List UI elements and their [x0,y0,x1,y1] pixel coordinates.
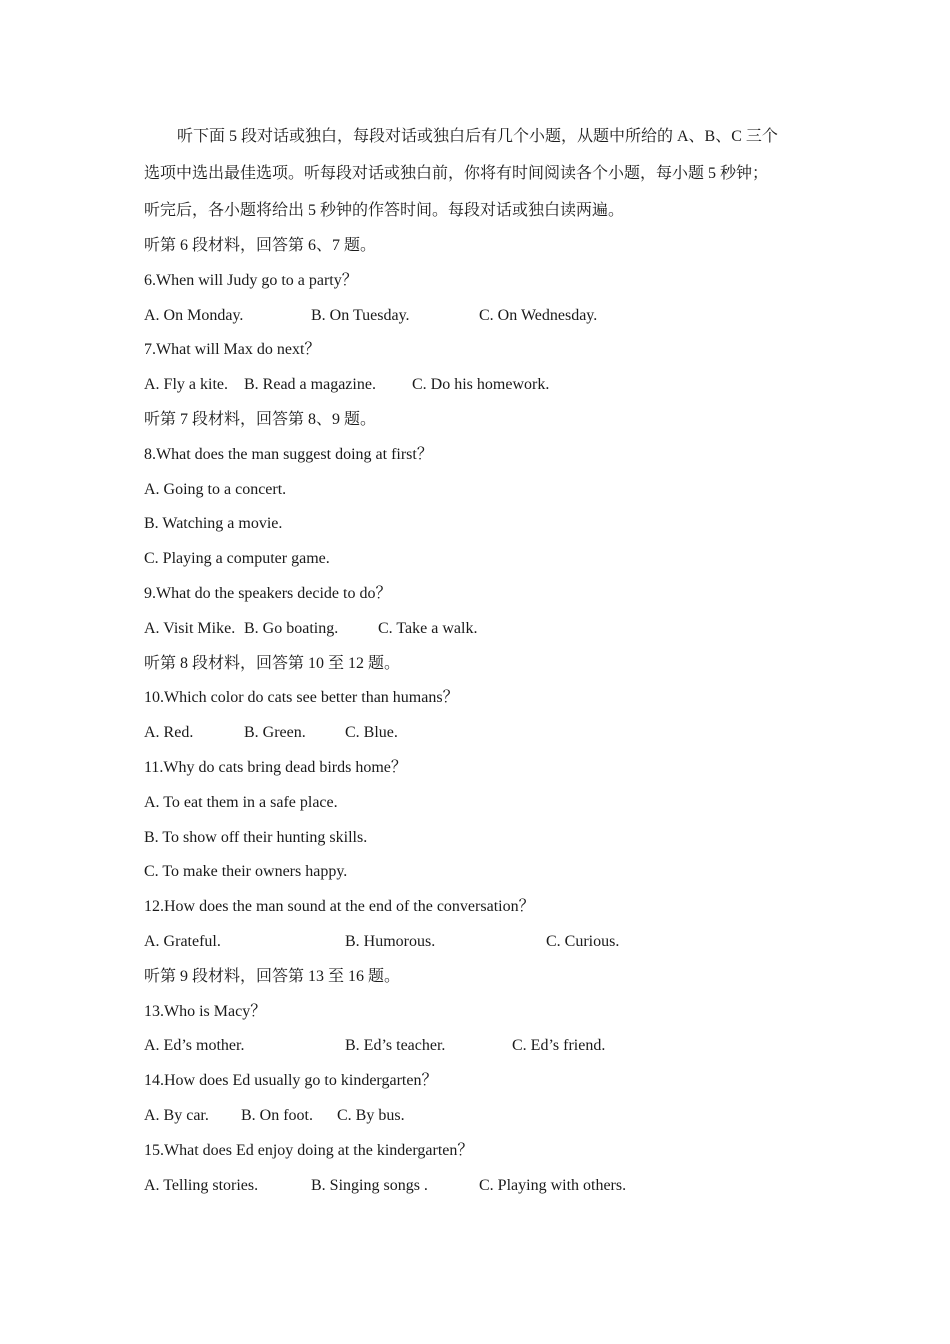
option-b: B. Ed’s teacher. [345,1037,446,1055]
option-a: A. Telling stories. [144,1176,259,1194]
question-12-options [144,925,814,960]
question-14-stem: 14.How does Ed usually go to kindergarten？ [144,1072,438,1090]
question-8-stem: 8.What does the man suggest doing at first？ [144,445,433,463]
instructions-line-2: 选项中选出最佳选项。听每段对话或独白前，你将有时间阅读各个小题，每小题 5 秒钟； [144,165,769,182]
question-8-option-c: C. Playing a computer game. [144,550,330,568]
option-b: B. On Tuesday. [311,306,410,324]
question-9-stem: 9.What do the speakers decide to do？ [144,584,392,602]
option-a: A. Red. [144,724,194,742]
option-b: B. Read a magazine. [244,376,376,394]
option-a: A. Visit Mike. [144,619,236,637]
question-10-options [144,716,814,751]
instructions-line-1: 听下面 5 段对话或独白，每段对话或独白后有几个小题，从题中所给的 A、B、C 三个 [177,128,778,145]
option-b: B. Go boating. [244,619,339,637]
option-c: C. Take a walk. [378,619,478,637]
option-a: A. Fly a kite. [144,376,228,394]
question-7-options [144,368,814,403]
option-c: C. Curious. [546,932,620,950]
question-13-options [144,1029,814,1064]
question-11-option-c: C. To make their owners happy. [144,863,348,881]
question-10-stem: 10.Which color do cats see better than humans？ [144,689,459,707]
section-heading-6: 听第 6 段材料，回答第 6、7 题。 [144,237,377,254]
question-9-options [144,612,814,647]
question-11-stem: 11.Why do cats bring dead birds home？ [144,758,407,776]
question-7-stem: 7.What will Max do next？ [144,341,321,359]
option-b: B. Humorous. [345,932,436,950]
option-c: C. On Wednesday. [479,306,598,324]
option-a: A. By car. [144,1106,209,1124]
instructions-line-3: 听完后，各小题将给出 5 秒钟的作答时间。每段对话或独白读两遍。 [144,202,625,219]
option-a: A. Ed’s mother. [144,1037,245,1055]
question-14-options [144,1099,814,1134]
option-a: A. Grateful. [144,932,221,950]
option-b: B. On foot. [241,1106,313,1124]
exam-page [144,118,814,1203]
option-b: B. Green. [244,724,306,742]
question-11-option-a: A. To eat them in a safe place. [144,793,338,811]
option-a: A. On Monday. [144,306,244,324]
option-c: C. By bus. [337,1106,405,1124]
option-b: B. Singing songs . [311,1176,428,1194]
question-15-stem: 15.What does Ed enjoy doing at the kindergarten？ [144,1141,474,1159]
question-8-option-a: A. Going to a concert. [144,480,287,498]
option-c: C. Do his homework. [412,376,550,394]
section-heading-7: 听第 7 段材料，回答第 8、9 题。 [144,410,377,428]
question-15-options [144,1169,814,1204]
question-13-stem: 13.Who is Macy？ [144,1002,267,1020]
section-heading-9: 听第 9 段材料，回答第 13 至 16 题。 [144,967,401,985]
question-11-option-b: B. To show off their hunting skills. [144,828,368,846]
option-c: C. Ed’s friend. [512,1037,606,1055]
question-6-stem: 6.When will Judy go to a party？ [144,271,358,289]
option-c: C. Playing with others. [479,1176,627,1194]
question-6-options [144,299,814,334]
question-12-stem: 12.How does the man sound at the end of the conversation？ [144,898,535,916]
option-c: C. Blue. [345,724,398,742]
question-8-option-b: B. Watching a movie. [144,515,283,533]
section-heading-8: 听第 8 段材料，回答第 10 至 12 题。 [144,654,401,672]
